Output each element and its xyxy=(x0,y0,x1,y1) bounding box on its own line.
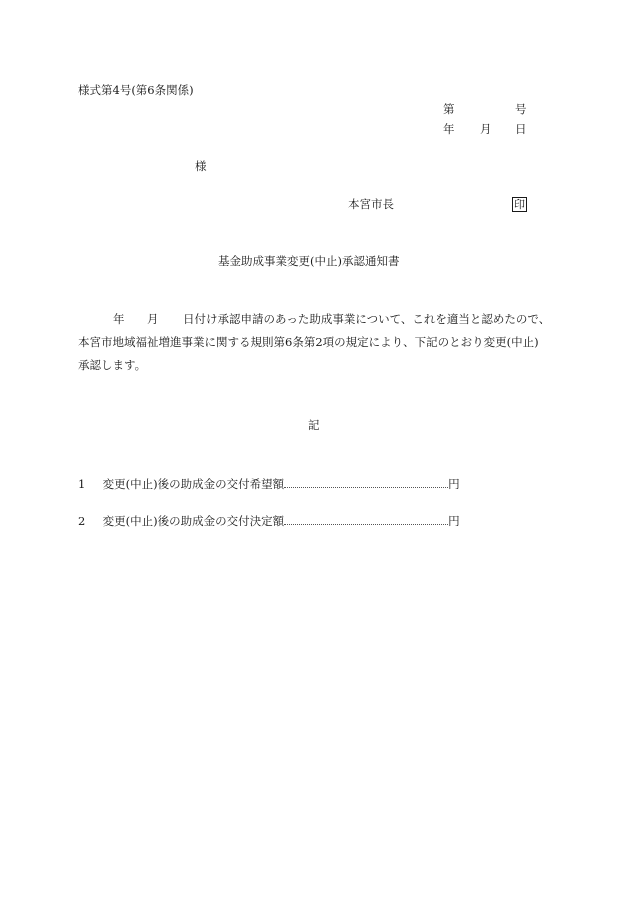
number-suffix: 号 xyxy=(515,102,527,116)
list-item xyxy=(78,478,460,491)
form-id: 様式第4号(第6条関係) xyxy=(78,83,194,97)
seal-mark xyxy=(512,197,527,212)
dotted-leader xyxy=(284,478,448,488)
ki-heading: 記 xyxy=(308,418,320,432)
addressee-suffix: 様 xyxy=(195,159,207,173)
body-month: 月 xyxy=(147,312,159,326)
date-day: 日 xyxy=(515,122,527,136)
item-label: 変更(中止)後の助成金の交付決定額 xyxy=(102,514,285,528)
date-month: 月 xyxy=(480,122,492,136)
list-item xyxy=(78,515,460,528)
seal-label: 印 xyxy=(514,198,525,211)
body-line-3: 承認します。 xyxy=(78,358,147,372)
body-line-1: 日付け承認申請のあった助成事業について、これを適当と認めたので、 xyxy=(183,312,551,326)
item-unit: 円 xyxy=(448,514,460,528)
item-number: 1 xyxy=(78,477,86,491)
item-unit: 円 xyxy=(448,477,460,491)
issuer-title: 本宮市長 xyxy=(348,197,394,211)
item-label: 変更(中止)後の助成金の交付希望額 xyxy=(102,477,285,491)
date-year: 年 xyxy=(443,122,455,136)
body-year: 年 xyxy=(113,312,125,326)
dotted-leader xyxy=(284,515,448,525)
item-number: 2 xyxy=(78,514,86,528)
body-line-2: 本宮市地域福祉増進事業に関する規則第6条第2項の規定により、下記のとおり変更(中止) xyxy=(78,335,539,349)
number-prefix: 第 xyxy=(443,102,455,116)
document-title: 基金助成事業変更(中止)承認通知書 xyxy=(218,254,400,268)
